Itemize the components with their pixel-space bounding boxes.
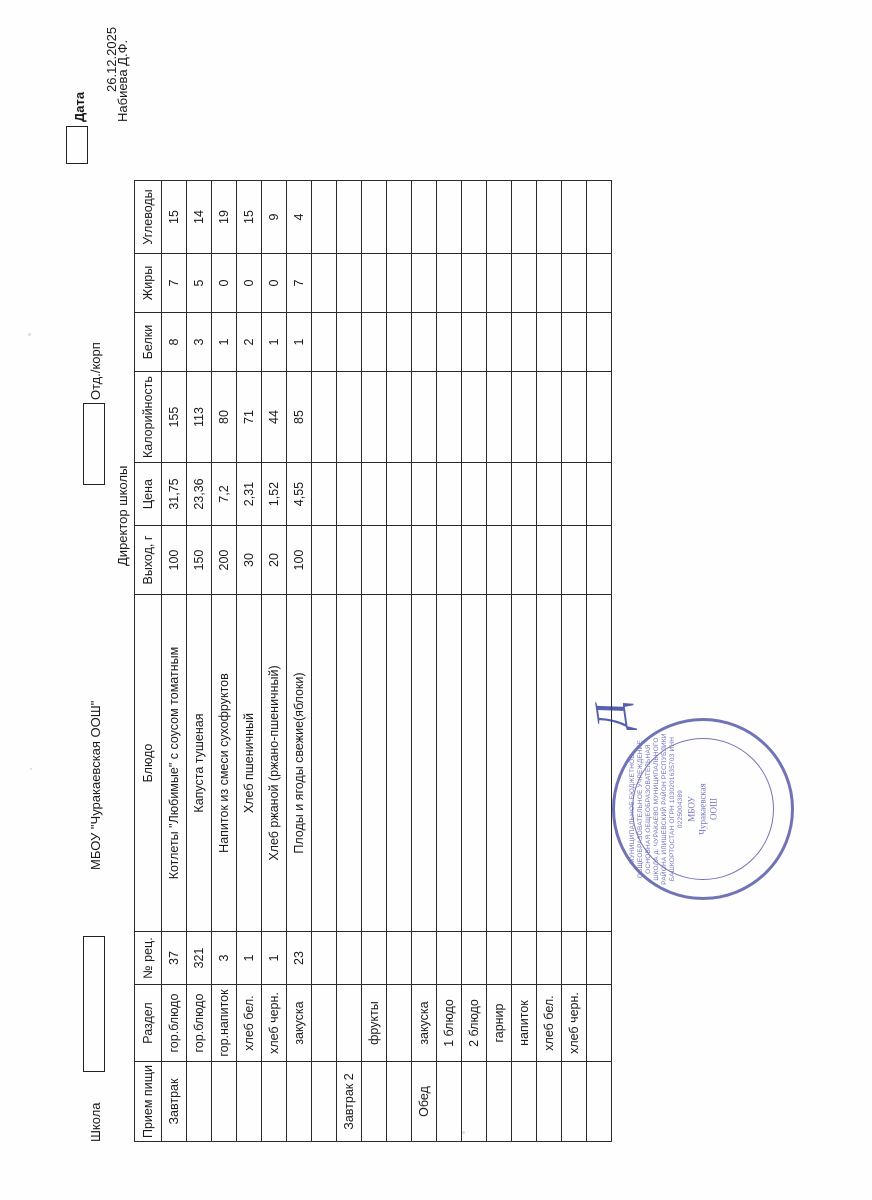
cell-carbs[interactable]: 15 (237, 181, 262, 254)
table-row (437, 181, 462, 1142)
date-input-box[interactable] (66, 126, 88, 164)
cell-carbs[interactable] (487, 181, 512, 254)
cell-carbs[interactable] (537, 181, 562, 254)
cell-price[interactable] (462, 463, 487, 526)
cell-recipe[interactable] (537, 932, 562, 985)
menu-table-body (162, 181, 612, 1142)
cell-meal[interactable]: Завтрак (162, 1062, 187, 1142)
cell-proteins[interactable]: 3 (187, 313, 212, 372)
col-header-dish: Блюдо (135, 595, 162, 932)
cell-dish[interactable] (587, 595, 612, 932)
table-row (312, 181, 337, 1142)
cell-carbs[interactable]: 14 (187, 181, 212, 254)
cell-calories[interactable]: 71 (237, 372, 262, 463)
cell-price[interactable] (562, 463, 587, 526)
cell-carbs[interactable] (562, 181, 587, 254)
cell-fats[interactable]: 7 (287, 254, 312, 313)
table-row (262, 181, 287, 1142)
date-value: 26.12.2025 (104, 26, 119, 92)
cell-calories[interactable] (487, 372, 512, 463)
cell-dish[interactable]: Хлеб ржаной (ржано-пшеничный) (262, 595, 287, 932)
cell-fats[interactable]: 7 (162, 254, 187, 313)
cell-dish[interactable] (562, 595, 587, 932)
cell-output[interactable] (462, 526, 487, 595)
table-row (162, 181, 187, 1142)
cell-fats[interactable] (537, 254, 562, 313)
cell-calories[interactable]: 113 (187, 372, 212, 463)
cell-calories[interactable]: 155 (162, 372, 187, 463)
cell-carbs[interactable] (437, 181, 462, 254)
table-row (362, 181, 387, 1142)
cell-dish[interactable] (537, 595, 562, 932)
table-row (237, 181, 262, 1142)
table-row (462, 181, 487, 1142)
cell-proteins[interactable] (512, 313, 537, 372)
cell-fats[interactable] (412, 254, 437, 313)
cell-dish[interactable] (412, 595, 437, 932)
cell-section[interactable]: гарнир (487, 985, 512, 1062)
branch-input-box[interactable] (83, 403, 105, 485)
cell-carbs[interactable] (387, 181, 412, 254)
branch-label: Отд./корп (88, 342, 103, 400)
cell-recipe[interactable]: 1 (262, 932, 287, 985)
table-row (387, 181, 412, 1142)
cell-fats[interactable] (562, 254, 587, 313)
cell-calories[interactable]: 44 (262, 372, 287, 463)
cell-output[interactable] (337, 526, 362, 595)
cell-calories[interactable] (537, 372, 562, 463)
organization-name: МБОУ "Чуракаевская ООШ" (88, 700, 103, 870)
table-row (587, 181, 612, 1142)
cell-dish[interactable]: Плоды и ягоды свежие(яблоки) (287, 595, 312, 932)
col-header-fats: Жиры (135, 254, 162, 313)
cell-dish[interactable]: Хлеб пшеничный (237, 595, 262, 932)
cell-price[interactable]: 7,2 (212, 463, 237, 526)
cell-section[interactable]: фрукты (362, 985, 387, 1062)
scan-speck (28, 333, 31, 336)
director-label: Директор школы (115, 465, 130, 566)
cell-dish[interactable] (387, 595, 412, 932)
cell-output[interactable] (562, 526, 587, 595)
cell-dish[interactable]: Капуста тушеная (187, 595, 212, 932)
cell-proteins[interactable] (587, 313, 612, 372)
cell-dish[interactable] (512, 595, 537, 932)
cell-recipe[interactable] (587, 932, 612, 985)
cell-calories[interactable] (587, 372, 612, 463)
cell-meal[interactable] (437, 1062, 462, 1142)
cell-proteins[interactable]: 8 (162, 313, 187, 372)
cell-dish[interactable]: Напиток из смеси сухофруктов (212, 595, 237, 932)
cell-section[interactable]: закуска (287, 985, 312, 1062)
cell-meal[interactable] (387, 1062, 412, 1142)
cell-output[interactable]: 100 (287, 526, 312, 595)
col-header-calories: Калорийность (135, 372, 162, 463)
cell-recipe[interactable]: 23 (287, 932, 312, 985)
cell-proteins[interactable] (337, 313, 362, 372)
cell-recipe[interactable]: 321 (187, 932, 212, 985)
col-header-meal: Прием пищи (135, 1062, 162, 1142)
school-label: Школа (88, 1102, 103, 1142)
cell-price[interactable]: 31,75 (162, 463, 187, 526)
cell-output[interactable] (512, 526, 537, 595)
cell-meal[interactable] (587, 1062, 612, 1142)
cell-meal[interactable] (487, 1062, 512, 1142)
cell-meal[interactable] (312, 1062, 337, 1142)
cell-price[interactable] (312, 463, 337, 526)
cell-output[interactable]: 30 (237, 526, 262, 595)
cell-section[interactable]: хлеб бел. (237, 985, 262, 1062)
cell-calories[interactable] (462, 372, 487, 463)
cell-recipe[interactable]: 1 (237, 932, 262, 985)
cell-section[interactable]: гор.блюдо (187, 985, 212, 1062)
cell-meal[interactable] (237, 1062, 262, 1142)
table-row (412, 181, 437, 1142)
cell-proteins[interactable] (387, 313, 412, 372)
cell-calories[interactable] (562, 372, 587, 463)
cell-fats[interactable] (387, 254, 412, 313)
cell-recipe[interactable]: 37 (162, 932, 187, 985)
cell-meal[interactable] (537, 1062, 562, 1142)
col-header-output: Выход, г (135, 526, 162, 595)
col-header-carbs: Углеводы (135, 181, 162, 254)
cell-meal[interactable] (212, 1062, 237, 1142)
cell-recipe[interactable] (462, 932, 487, 985)
cell-calories[interactable] (312, 372, 337, 463)
cell-calories[interactable] (387, 372, 412, 463)
cell-section[interactable]: хлеб бел. (537, 985, 562, 1062)
cell-price[interactable] (487, 463, 512, 526)
cell-price[interactable]: 4,55 (287, 463, 312, 526)
cell-calories[interactable] (412, 372, 437, 463)
cell-fats[interactable] (312, 254, 337, 313)
cell-recipe[interactable]: 3 (212, 932, 237, 985)
cell-meal[interactable]: Обед (412, 1062, 437, 1142)
cell-output[interactable]: 200 (212, 526, 237, 595)
cell-output[interactable] (387, 526, 412, 595)
cell-carbs[interactable] (312, 181, 337, 254)
cell-price[interactable]: 2,31 (237, 463, 262, 526)
cell-section[interactable] (337, 985, 362, 1062)
cell-proteins[interactable]: 1 (262, 313, 287, 372)
cell-proteins[interactable]: 2 (237, 313, 262, 372)
cell-fats[interactable]: 0 (262, 254, 287, 313)
cell-carbs[interactable]: 19 (212, 181, 237, 254)
stamp-ring-text: МУНИЦИПАЛЬНОЕ БЮДЖЕТНОЕ ОБЩЕОБРАЗОВАТЕЛЬНОЕ УЧРЕЖДЕНИЕ ОСНОВНАЯ ОБЩЕОБРАЗОВАТЕЛЬНАЯ ШКОЛА д. ЧУРАКАЕВО МУНИЦИПАЛЬНОГО РАЙОНА ИЛИШЕВСКИЙ РАЙОН РЕСПУБЛИКИ БАШКОРТОСТАН ОГРН 1030201635703 ИНН 0225004389 (629, 733, 684, 885)
table-row (487, 181, 512, 1142)
cell-price[interactable]: 1,52 (262, 463, 287, 526)
cell-calories[interactable] (512, 372, 537, 463)
cell-recipe[interactable] (387, 932, 412, 985)
cell-price[interactable]: 23,36 (187, 463, 212, 526)
cell-meal[interactable] (562, 1062, 587, 1142)
cell-section[interactable]: напиток (512, 985, 537, 1062)
cell-calories[interactable] (337, 372, 362, 463)
date-label: Дата (72, 91, 87, 122)
cell-dish[interactable] (487, 595, 512, 932)
cell-section[interactable]: 1 блюдо (437, 985, 462, 1062)
scan-speck (462, 1131, 465, 1134)
cell-price[interactable] (437, 463, 462, 526)
cell-proteins[interactable] (412, 313, 437, 372)
cell-output[interactable] (587, 526, 612, 595)
cell-meal[interactable] (262, 1062, 287, 1142)
menu-table (134, 180, 612, 1142)
cell-section[interactable]: гор.блюдо (162, 985, 187, 1062)
table-header-row (135, 181, 162, 1142)
cell-proteins[interactable] (487, 313, 512, 372)
cell-recipe[interactable] (362, 932, 387, 985)
col-header-recipe: № рец. (135, 932, 162, 985)
cell-recipe[interactable] (412, 932, 437, 985)
cell-fats[interactable]: 0 (212, 254, 237, 313)
cell-price[interactable] (362, 463, 387, 526)
cell-recipe[interactable] (437, 932, 462, 985)
cell-meal[interactable] (187, 1062, 212, 1142)
cell-dish[interactable]: Котлеты "Любимые" с соусом томатным (162, 595, 187, 932)
cell-fats[interactable] (362, 254, 387, 313)
cell-calories[interactable]: 80 (212, 372, 237, 463)
cell-fats[interactable] (462, 254, 487, 313)
cell-output[interactable]: 150 (187, 526, 212, 595)
cell-section[interactable]: гор.напиток (212, 985, 237, 1062)
cell-fats[interactable] (587, 254, 612, 313)
cell-dish[interactable] (362, 595, 387, 932)
director-signature: Д (585, 698, 638, 734)
table-row (512, 181, 537, 1142)
cell-recipe[interactable] (512, 932, 537, 985)
school-input-box[interactable] (83, 936, 105, 1072)
table-row (337, 181, 362, 1142)
cell-output[interactable] (437, 526, 462, 595)
cell-dish[interactable] (312, 595, 337, 932)
table-row (187, 181, 212, 1142)
cell-meal[interactable]: Завтрак 2 (337, 1062, 362, 1142)
cell-section[interactable]: хлеб черн. (262, 985, 287, 1062)
cell-calories[interactable]: 85 (287, 372, 312, 463)
cell-price[interactable] (537, 463, 562, 526)
cell-section[interactable]: хлеб черн. (562, 985, 587, 1062)
cell-output[interactable] (362, 526, 387, 595)
cell-dish[interactable] (337, 595, 362, 932)
cell-dish[interactable] (437, 595, 462, 932)
cell-recipe[interactable] (337, 932, 362, 985)
cell-section[interactable] (587, 985, 612, 1062)
cell-recipe[interactable] (487, 932, 512, 985)
cell-meal[interactable] (362, 1062, 387, 1142)
cell-proteins[interactable] (362, 313, 387, 372)
cell-fats[interactable]: 0 (237, 254, 262, 313)
cell-output[interactable] (412, 526, 437, 595)
cell-fats[interactable] (487, 254, 512, 313)
cell-fats[interactable]: 5 (187, 254, 212, 313)
cell-section[interactable]: закуска (412, 985, 437, 1062)
stamp-center-text: МБОУ Чуракаевская ООШ (686, 783, 719, 835)
cell-section[interactable]: 2 блюдо (462, 985, 487, 1062)
table-row (287, 181, 312, 1142)
cell-proteins[interactable] (312, 313, 337, 372)
cell-price[interactable] (337, 463, 362, 526)
scan-speck (30, 768, 32, 770)
cell-carbs[interactable] (412, 181, 437, 254)
cell-proteins[interactable] (462, 313, 487, 372)
cell-output[interactable] (487, 526, 512, 595)
cell-carbs[interactable]: 9 (262, 181, 287, 254)
cell-carbs[interactable]: 4 (287, 181, 312, 254)
cell-calories[interactable] (362, 372, 387, 463)
col-header-proteins: Белки (135, 313, 162, 372)
director-name: Набиева Д.Ф. (115, 39, 130, 122)
cell-recipe[interactable] (312, 932, 337, 985)
cell-carbs[interactable] (337, 181, 362, 254)
cell-proteins[interactable] (537, 313, 562, 372)
table-row (562, 181, 587, 1142)
cell-fats[interactable] (437, 254, 462, 313)
cell-meal[interactable] (462, 1062, 487, 1142)
cell-price[interactable] (412, 463, 437, 526)
table-row (537, 181, 562, 1142)
cell-dish[interactable] (462, 595, 487, 932)
cell-price[interactable] (587, 463, 612, 526)
table-row (212, 181, 237, 1142)
cell-proteins[interactable]: 1 (287, 313, 312, 372)
col-header-section: Раздел (135, 985, 162, 1062)
cell-output[interactable] (537, 526, 562, 595)
cell-proteins[interactable] (562, 313, 587, 372)
cell-recipe[interactable] (562, 932, 587, 985)
cell-section[interactable] (387, 985, 412, 1062)
cell-output[interactable]: 20 (262, 526, 287, 595)
cell-carbs[interactable] (512, 181, 537, 254)
cell-carbs[interactable] (362, 181, 387, 254)
cell-price[interactable] (387, 463, 412, 526)
cell-carbs[interactable] (587, 181, 612, 254)
official-stamp (612, 718, 794, 900)
cell-proteins[interactable] (437, 313, 462, 372)
cell-meal[interactable] (512, 1062, 537, 1142)
cell-proteins[interactable]: 1 (212, 313, 237, 372)
cell-output[interactable]: 100 (162, 526, 187, 595)
cell-section[interactable] (312, 985, 337, 1062)
col-header-price: Цена (135, 463, 162, 526)
cell-meal[interactable] (287, 1062, 312, 1142)
cell-carbs[interactable] (462, 181, 487, 254)
cell-output[interactable] (312, 526, 337, 595)
cell-fats[interactable] (337, 254, 362, 313)
cell-calories[interactable] (437, 372, 462, 463)
cell-fats[interactable] (512, 254, 537, 313)
cell-price[interactable] (512, 463, 537, 526)
cell-carbs[interactable]: 15 (162, 181, 187, 254)
